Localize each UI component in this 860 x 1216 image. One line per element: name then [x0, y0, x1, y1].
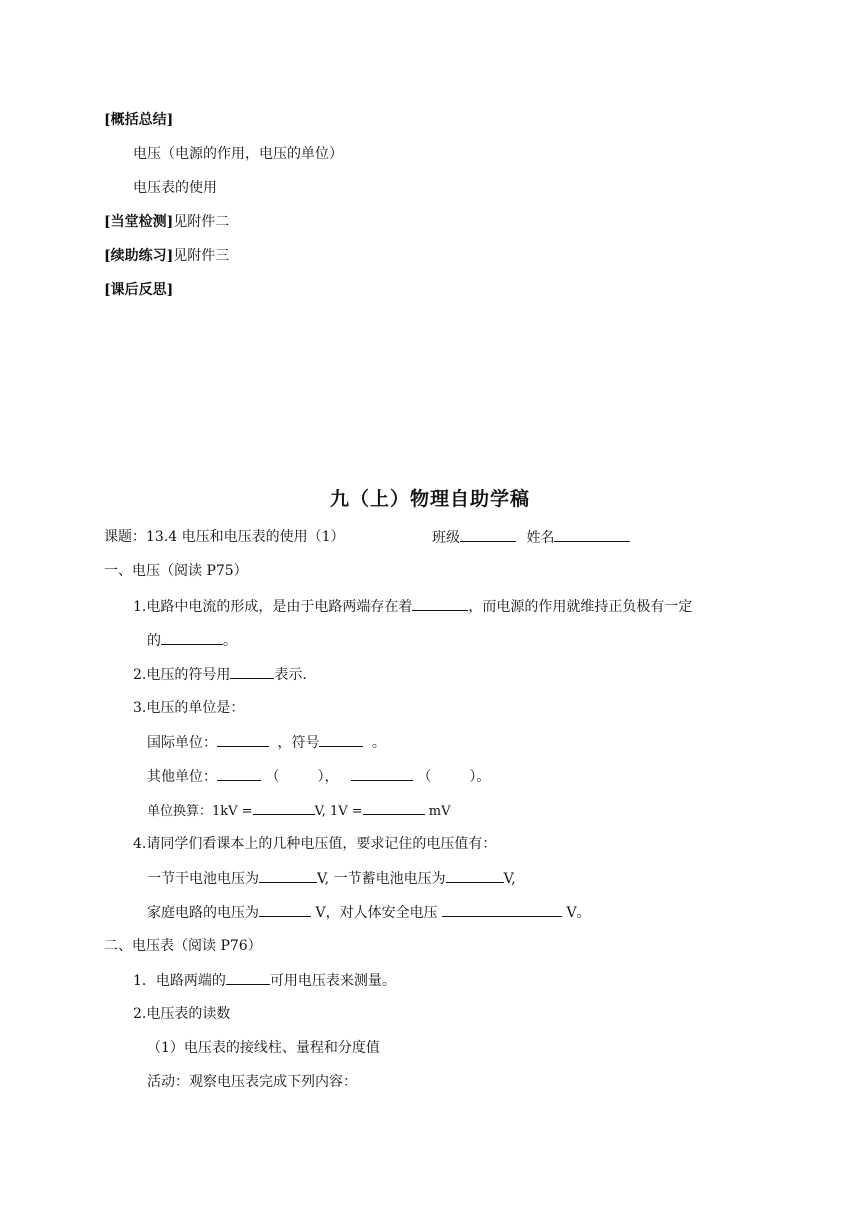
check-text: 见附件二 — [173, 214, 230, 230]
s2-q1 — [133, 970, 396, 991]
check-line — [104, 212, 229, 232]
summary-item-voltmeter: 电压表的使用 — [133, 180, 217, 196]
page-title: 九（上）物理自助学稿 — [329, 488, 530, 510]
s1-q2-blank[interactable] — [230, 664, 274, 679]
s1-q3-si — [147, 732, 386, 753]
s1-q3-si-label: 国际单位： — [147, 735, 217, 751]
s1-q3-conv-blank2[interactable] — [363, 800, 425, 815]
s1-q2-text-a: 2.电压的符号用 — [133, 667, 231, 683]
s1-q3-conv-a: 单位换算：1kV = — [147, 804, 253, 819]
s1-q4-text-c: V, — [503, 871, 516, 887]
s1-q3-other-paren1-close: ）， — [317, 769, 339, 785]
class-name-line — [432, 527, 630, 548]
s1-q4-blank4[interactable] — [442, 902, 562, 917]
s1-q1-line1 — [133, 596, 692, 617]
class-label: 班级 — [432, 530, 460, 546]
s1-q4-line1 — [147, 868, 516, 889]
s1-q3-si-end: 。 — [371, 735, 386, 751]
s1-q2 — [133, 664, 307, 685]
s1-q3-other — [147, 766, 490, 787]
s1-q3-si-symbol-label: ，符号 — [277, 735, 320, 751]
check-heading: [当堂检测] — [104, 214, 174, 230]
section2-heading: 二、电压表（阅读 P76） — [104, 938, 262, 954]
s1-q1-text-d: 。 — [223, 633, 237, 649]
s1-q3-conv-c: mV — [428, 804, 451, 819]
practice-text: 见附件三 — [173, 248, 230, 264]
s1-q1-text-c: 的 — [147, 633, 161, 649]
s1-q4-blank2[interactable] — [446, 868, 504, 883]
s1-q4-line2 — [147, 902, 591, 923]
s1-q4-text-d: 家庭电路的电压为 — [147, 905, 259, 921]
s1-q1-line2 — [147, 630, 237, 651]
s1-q3-conversion — [147, 800, 451, 822]
class-blank[interactable] — [460, 527, 516, 542]
name-label: 姓名 — [526, 530, 555, 546]
s2-q1-blank[interactable] — [226, 970, 270, 985]
s1-q3-conv-blank1[interactable] — [253, 800, 315, 815]
s1-q4-text-b: V, 一节蓄电池电压为 — [317, 871, 446, 887]
s1-q3-other-blank1[interactable] — [217, 766, 261, 781]
s1-q1-blank1[interactable] — [412, 596, 468, 611]
s1-q4-blank1[interactable] — [259, 868, 317, 883]
s2-q2: 2.电压表的读数 — [133, 1006, 231, 1022]
s1-q4-text-f: V。 — [566, 905, 591, 921]
s1-q4: 4.请同学们看课本上的几种电压值，要求记住的电压值有： — [133, 836, 497, 852]
s1-q3-other-paren2-close: ）。 — [469, 769, 491, 785]
s2-q1-text-b: 可用电压表来测量。 — [269, 973, 396, 989]
practice-line — [104, 246, 229, 266]
s1-q1-text-a: 1.电路中电流的形成，是由于电路两端存在着 — [133, 599, 413, 615]
summary-heading: [概括总结] — [104, 112, 174, 128]
s2-q2-sub: （1）电压表的接线柱、量程和分度值 — [147, 1040, 380, 1056]
s1-q3-other-paren1-open: （ — [265, 769, 280, 785]
reflection-heading: [课后反思] — [104, 282, 174, 298]
s1-q3-conv-b: V, 1V = — [314, 804, 363, 819]
s1-q2-text-b: 表示. — [274, 667, 307, 683]
s1-q1-text-b: ，而电源的作用就维持正负极有一定 — [468, 599, 693, 615]
s1-q3-other-label: 其他单位： — [147, 769, 217, 785]
name-blank[interactable] — [554, 527, 630, 542]
s1-q3-si-blank1[interactable] — [217, 732, 269, 747]
s1-q1-blank2[interactable] — [161, 630, 223, 645]
s1-q3-si-blank2[interactable] — [319, 732, 363, 747]
s1-q4-text-a: 一节干电池电压为 — [147, 871, 259, 887]
s1-q3-other-paren2-open: （ — [417, 769, 432, 785]
section1-heading: 一、电压（阅读 P75） — [104, 563, 248, 579]
practice-heading: [续助练习] — [104, 248, 174, 264]
summary-item-voltage: 电压（电源的作用，电压的单位） — [133, 146, 343, 162]
s1-q3: 3.电压的单位是： — [133, 700, 245, 716]
s2-activity: 活动：观察电压表完成下列内容： — [147, 1074, 357, 1090]
s2-q1-text-a: 1．电路两端的 — [133, 973, 226, 989]
s1-q3-other-blank2[interactable] — [351, 766, 413, 781]
topic-line: 课题：13.4 电压和电压表的使用（1） — [104, 529, 345, 545]
s1-q4-text-e: V，对人体安全电压 — [315, 905, 438, 921]
s1-q4-blank3[interactable] — [259, 902, 311, 917]
